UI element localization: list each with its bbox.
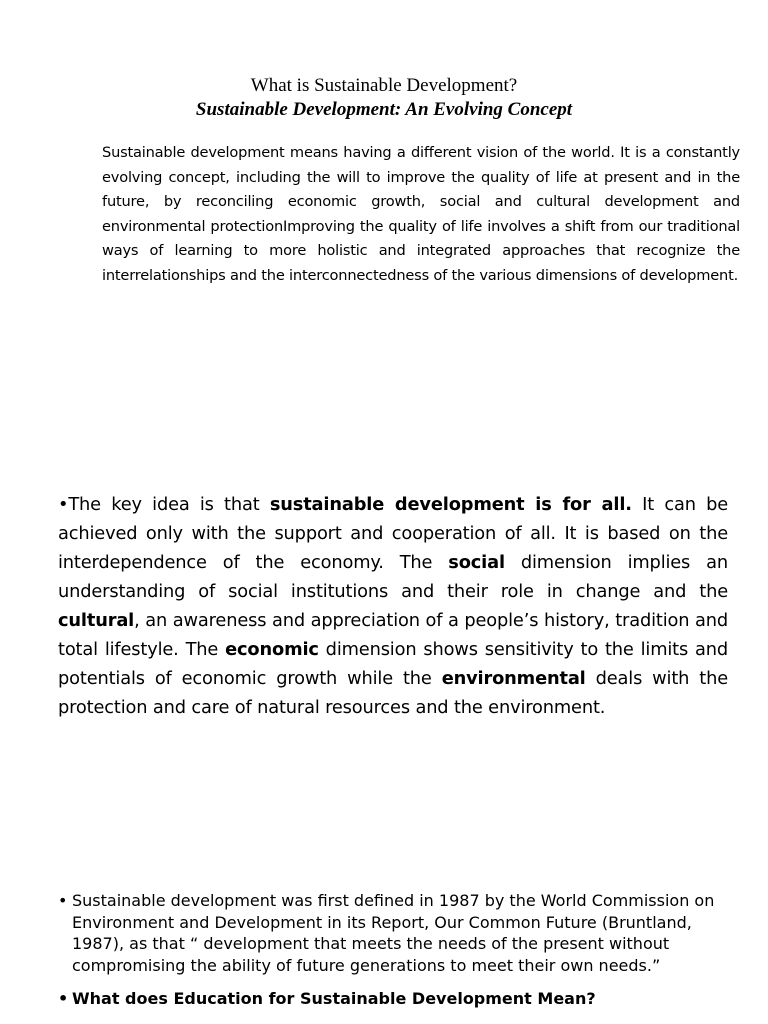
bullet-marker: •	[58, 989, 69, 1008]
page-subtitle: Sustainable Development: An Evolving Concept	[195, 99, 573, 120]
definition-bullet-list	[58, 890, 718, 1022]
bullet-marker: •	[58, 891, 68, 910]
key-idea-bold-economic: economic	[225, 639, 319, 660]
key-idea-text-1: The key idea is that	[68, 494, 270, 515]
bullet-item-text: What does Education for Sustainable Development Mean?	[72, 989, 596, 1008]
intro-paragraph: Sustainable development means having a different vision of the world. It is a constantly evolving concept, including the will to improve the quality of life at present and in the future, by reconciling economic growth, social and cultural development and environmental protectionImproving the quality of life involves a shift from our traditional ways of learning to more holistic and integrated approaches that recognize the interrelationships and the interconnectedness of the various dimensions of development.	[102, 144, 740, 284]
key-idea-bold-environmental: environmental	[441, 668, 586, 689]
key-idea-text-4: , an awareness and appreciation of a people’s history, tradition and total lifestyle. The	[58, 610, 728, 660]
title-block	[0, 74, 768, 122]
key-idea-bold-1: sustainable development is for all.	[269, 494, 632, 515]
page-title: What is Sustainable Development?	[250, 75, 518, 96]
key-idea-bullet: •	[58, 494, 69, 515]
bullet-item-text: Sustainable development was first defined in 1987 by the World Commission on Environment and Development in its Report, Our Common Future (Bruntland, 1987), as that “ development that meets the needs of the present without compromising the ability of future generations to meet their own needs.”	[72, 891, 715, 975]
key-idea-paragraph	[58, 490, 728, 722]
bullet-item-question	[58, 988, 718, 1010]
key-idea-text-2: It can be achieved only with the support and cooperation of all. It is based on the interdependence of the economy. The	[58, 494, 729, 573]
key-idea-text-6: deals with the protection and care of natural resources and the environment.	[58, 668, 728, 718]
key-idea-text-3: dimension implies an understanding of social institutions and their role in change and the	[58, 552, 728, 602]
key-idea-bold-cultural: cultural	[58, 610, 135, 631]
bullet-item-definition	[58, 890, 718, 976]
key-idea-text-5: dimension shows sensitivity to the limits and potentials of economic growth while the	[58, 639, 728, 689]
key-idea-bold-social: social	[448, 552, 505, 573]
